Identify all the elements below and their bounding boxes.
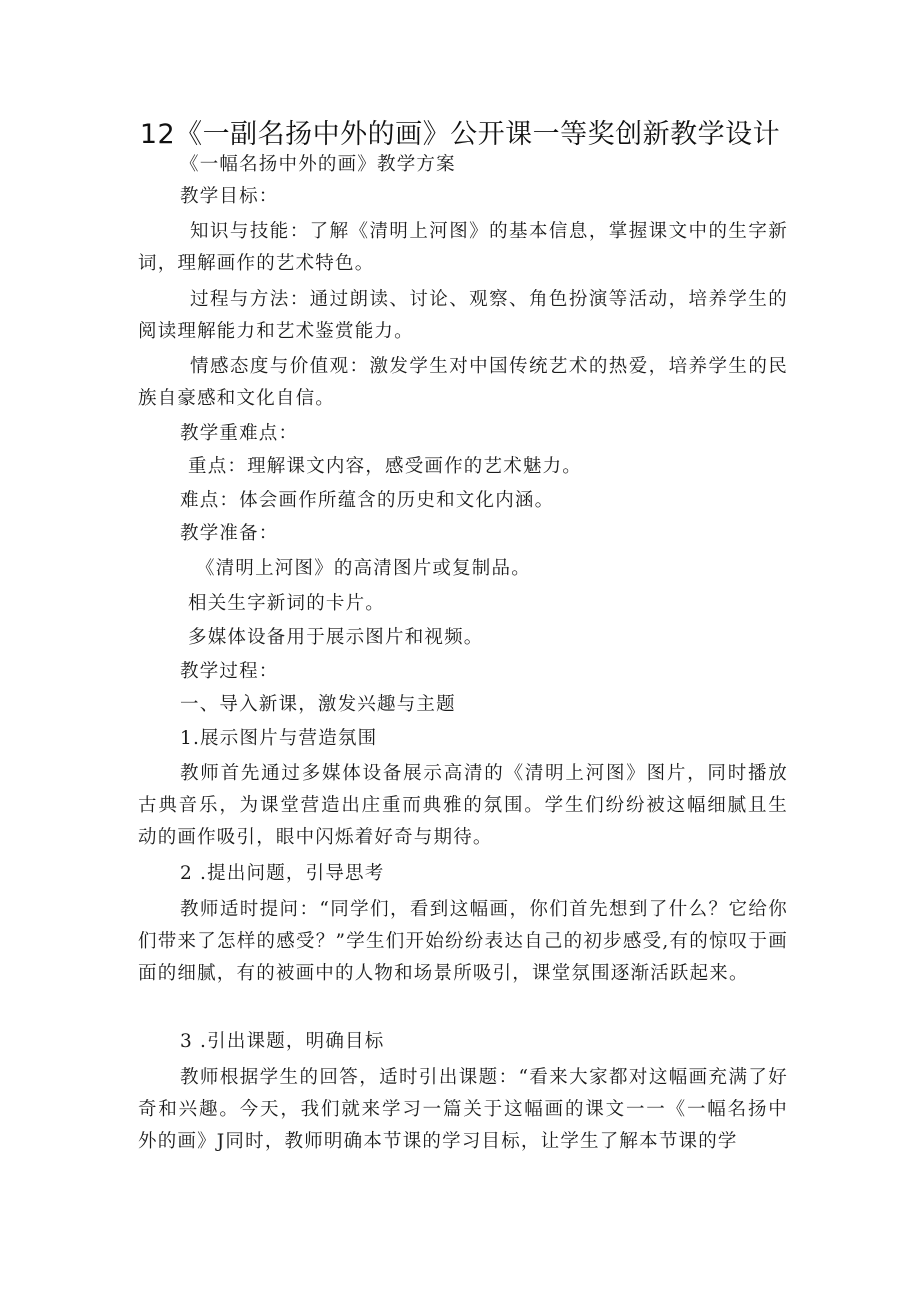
difficult-point: 难点：体会画作所蕴含的历史和文化内涵。 [180,490,555,511]
step3-heading: 3 .引出课题，明确目标 [180,1031,385,1052]
section1-heading: 一、导入新课，激发兴趣与主题 [180,694,456,715]
prep-heading: 教学准备： [180,523,279,544]
prep-item: 多媒体设备用于展示图片和视频。 [188,627,484,648]
key-heading: 教学重难点： [180,423,299,444]
goal-knowledge: 知识与技能：了解《清明上河图》的基本信息，掌握课文中的生字新词，理解画作的艺术特色。 [138,221,788,274]
goals-heading: 教学目标： [180,186,279,207]
document-title: 12《一副名扬中外的画》公开课一等奖创新教学设计 [139,119,781,150]
step3-text: 教师根据学生的回答，适时引出课题：“看来大家都对这幅画充满了好奇和兴趣。今天，我们就来学习一篇关于这幅画的课文一一《一幅名扬中外的画》J同时，教师明确本节课的学习目标，让学生了解本节课的学 [138,1067,788,1152]
prep-item: 相关生字新词的卡片。 [188,593,386,614]
plan-subtitle: 《一幅名扬中外的画》教学方案 [180,154,456,175]
step2-text: 教师适时提问：“同学们，看到这幅画，你们首先想到了什么？它给你们带来了怎样的感受？”学生们开始纷纷表达自己的初步感受,有的惊叹于画面的细腻，有的被画中的人物和场景所吸引，课堂氛围逐渐活跃起来。 [138,899,788,984]
step1-text: 教师首先通过多媒体设备展示高清的《清明上河图》图片，同时播放古典音乐，为课堂营造出庄重而典雅的氛围。学生们纷纷被这幅细腻且生动的画作吸引，眼中闪烁着好奇与期待。 [138,763,788,848]
prep-item: 《清明上河图》的高清图片或复制品。 [196,558,531,579]
step2-heading: 2 .提出问题，引导思考 [180,863,385,884]
key-point: 重点：理解课文内容，感受画作的艺术魅力。 [188,456,583,477]
goal-emotion: 情感态度与价值观：激发学生对中国传统艺术的热爱，培养学生的民族自豪感和文化自信。 [138,356,788,409]
process-heading: 教学过程： [180,661,279,682]
goal-process: 过程与方法：通过朗读、讨论、观察、角色扮演等活动，培养学生的阅读理解能力和艺术鉴赏能力。 [138,289,788,342]
step1-heading: 1.展示图片与营造氛围 [180,728,378,749]
